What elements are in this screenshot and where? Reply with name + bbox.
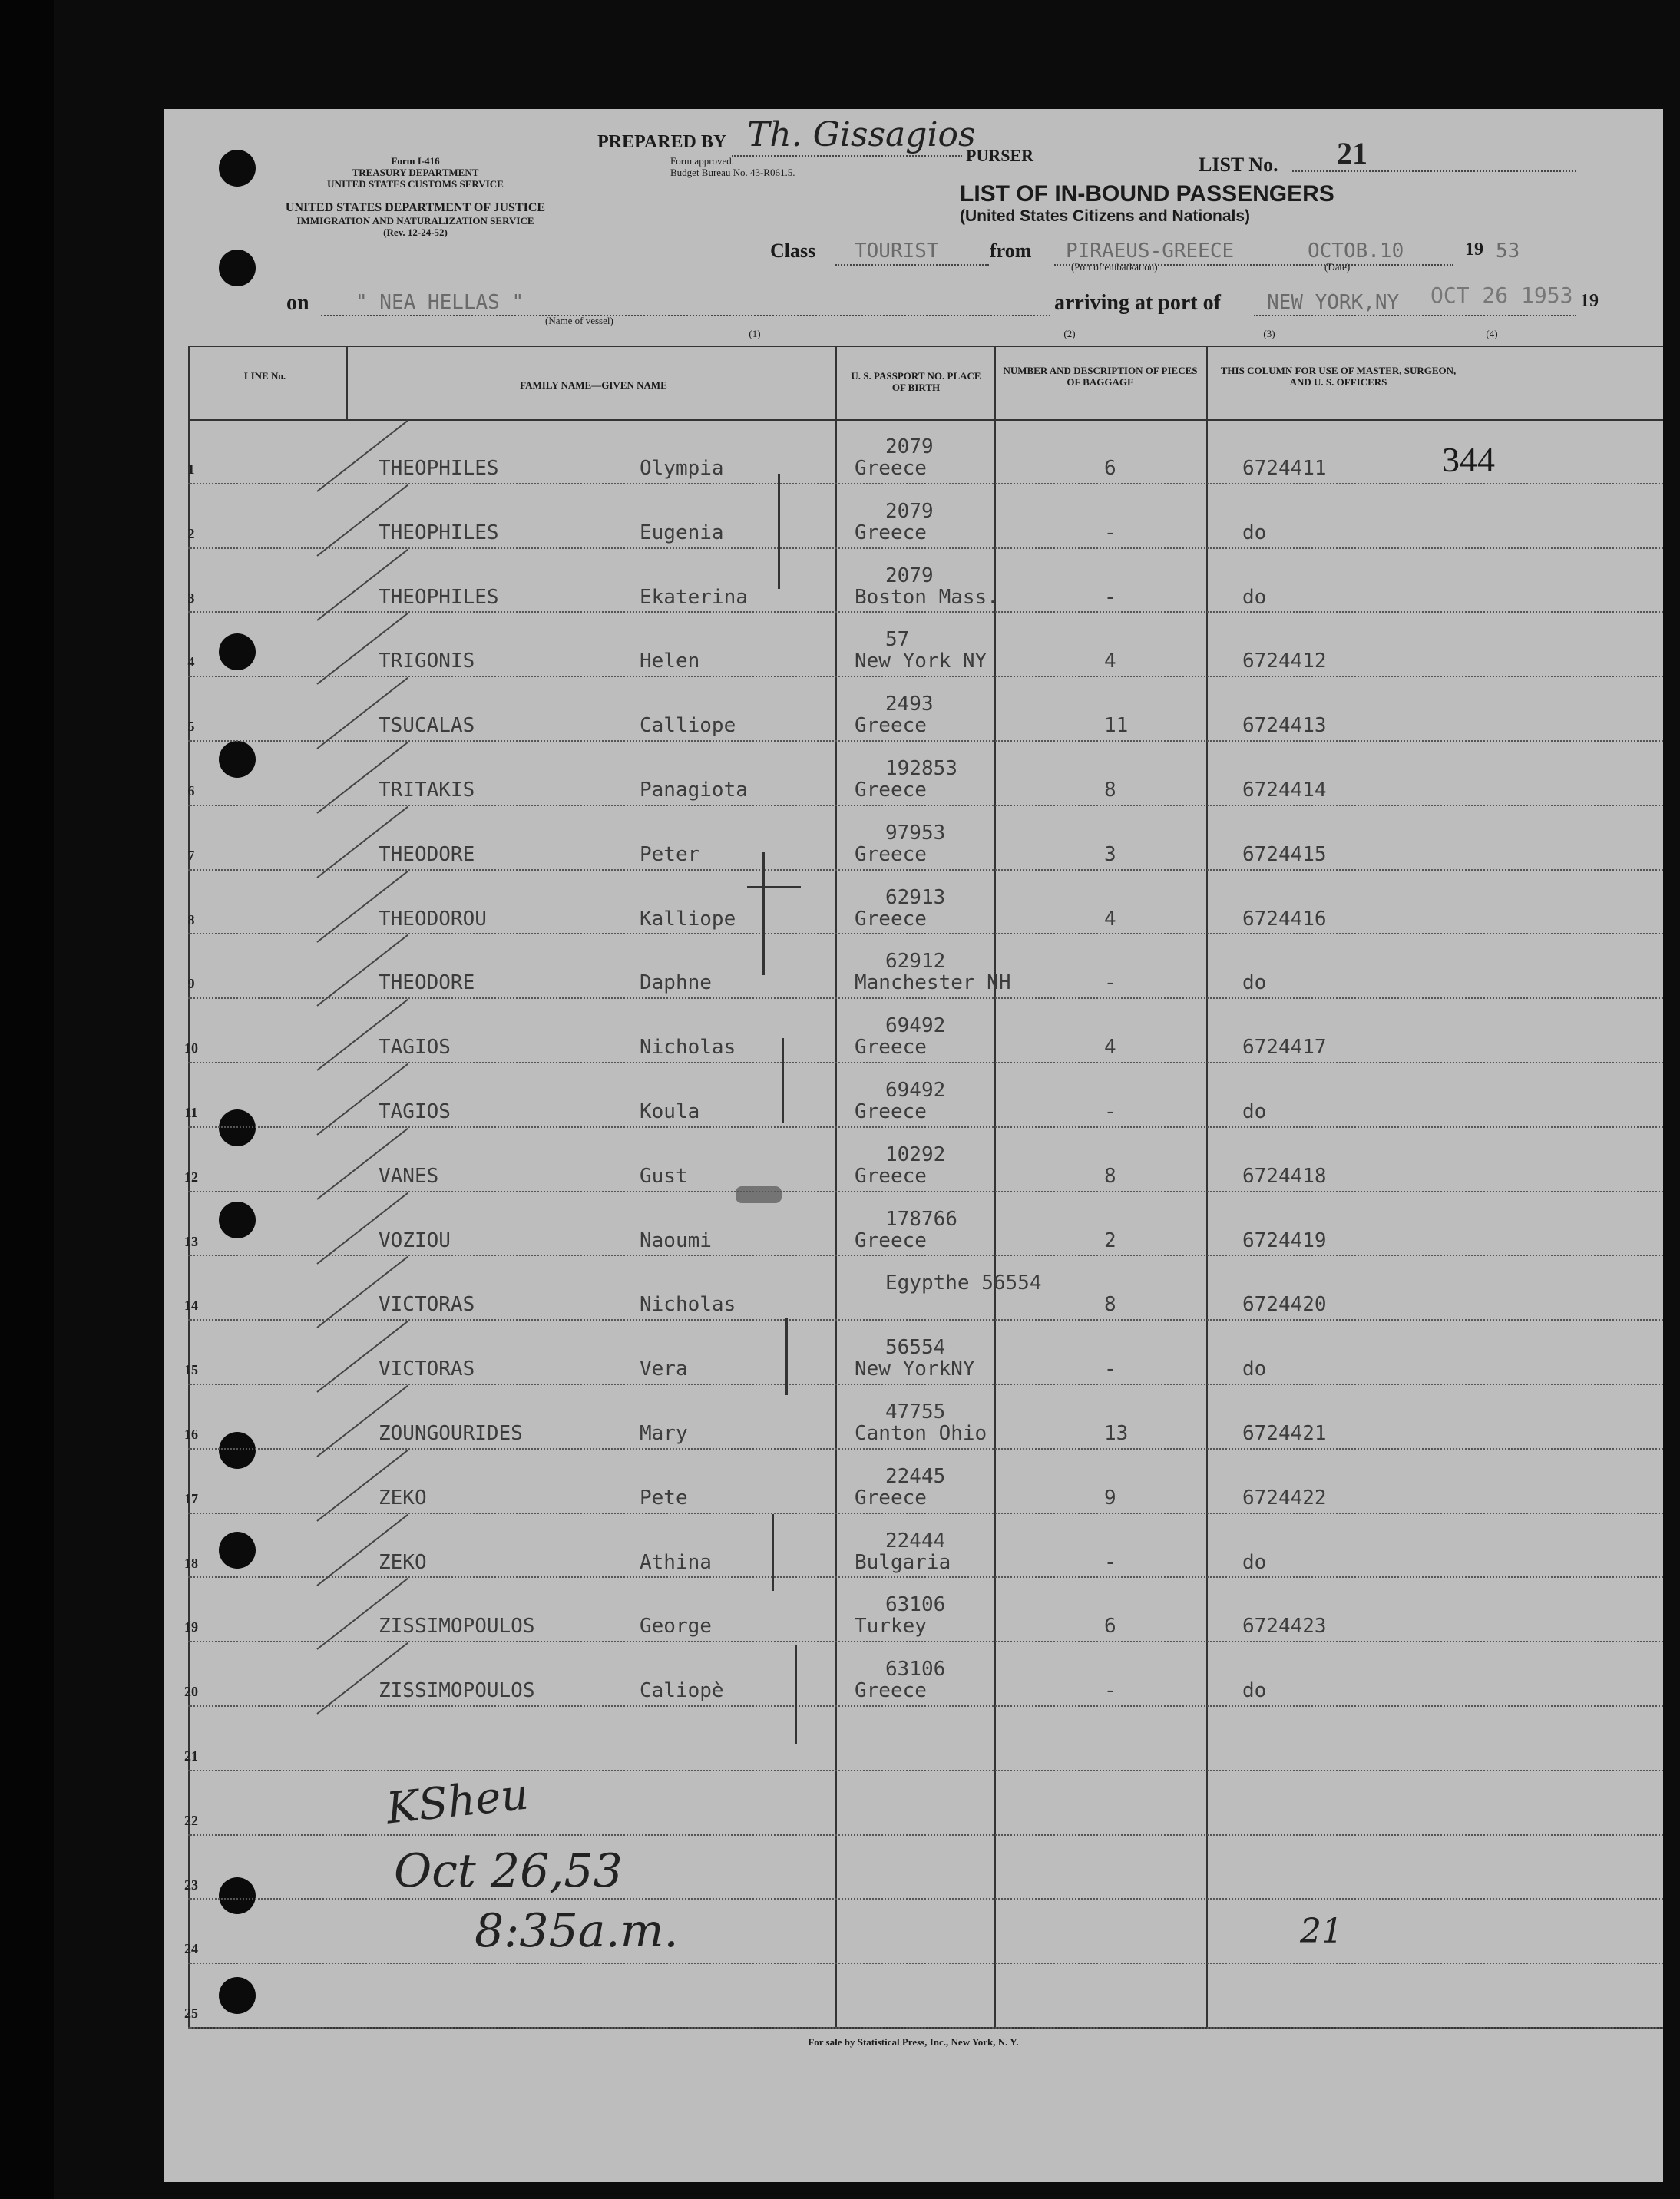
revision-label: (Rev. 12-24-52) (383, 227, 448, 238)
handwritten-count: 21 (1300, 1912, 1343, 1951)
baggage-count: - (1104, 1550, 1116, 1574)
given-name: Nicholas (640, 1293, 736, 1317)
header-passport: U. S. PASSPORT NO. PLACE OF BIRTH (851, 370, 981, 393)
baggage-count: 13 (1104, 1422, 1129, 1445)
passport-number: 47755 (885, 1400, 946, 1424)
embarkation-date: OCTOB.10 (1308, 240, 1404, 263)
baggage-column-divider (1206, 346, 1208, 2027)
header-family-name: FAMILY NAME—GIVEN NAME (520, 379, 667, 391)
family-name: THEOPHILES (379, 521, 499, 544)
footer-printer: For sale by Statistical Press, Inc., New York, N. Y. (808, 2036, 1019, 2048)
row-dotted-line (188, 1255, 1663, 1256)
row-dotted-line (188, 547, 1663, 549)
officer-note: 6724414 (1242, 779, 1327, 802)
film-margin (0, 0, 54, 2199)
passport-number: 97953 (885, 821, 946, 845)
place-of-birth: Greece (855, 842, 927, 866)
passport-number: 69492 (885, 1014, 946, 1038)
check-mark (316, 1128, 408, 1200)
vessel-underline (321, 315, 1050, 316)
given-name: Gust (640, 1164, 688, 1188)
family-name: VICTORAS (379, 1357, 475, 1381)
line-number: 2 (187, 525, 195, 541)
passport-number: 69492 (885, 1079, 946, 1102)
header-line-no: LINE No. (243, 370, 286, 382)
given-name: Eugenia (640, 521, 724, 544)
binder-hole (219, 633, 256, 670)
family-name: TRITAKIS (379, 779, 475, 802)
arrival-port: NEW YORK,NY (1267, 291, 1400, 314)
line-number: 25 (184, 2006, 198, 2022)
binder-hole (219, 1977, 256, 2014)
passport-number: 63106 (885, 1658, 946, 1681)
class-value: TOURIST (855, 240, 939, 263)
baggage-count: - (1104, 1100, 1116, 1123)
form-title: LIST OF IN-BOUND PASSENGERS (960, 181, 1334, 207)
row-dotted-line (188, 1770, 1663, 1771)
treasury-label: TREASURY DEPARTMENT (352, 167, 479, 178)
name-column-divider (835, 346, 837, 2027)
passport-number: 2493 (885, 693, 934, 716)
row-dotted-line (188, 1641, 1663, 1642)
given-name: Vera (640, 1357, 688, 1381)
given-name: Helen (640, 650, 700, 673)
binder-hole (219, 1532, 256, 1569)
inspector-signature: KSheu (384, 1769, 531, 1834)
binder-hole (219, 1109, 256, 1146)
baggage-count: 2 (1104, 1228, 1116, 1252)
baggage-count: 4 (1104, 1036, 1116, 1060)
given-name: Ekaterina (640, 585, 748, 609)
ins-label: IMMIGRATION AND NATURALIZATION SERVICE (296, 215, 534, 227)
prepared-by-label: PREPARED BY (597, 132, 727, 152)
family-name: TAGIOS (379, 1036, 451, 1060)
form-number: Form I-416 (391, 155, 440, 167)
given-name: Olympia (640, 457, 724, 480)
column-number: (3) (1263, 328, 1275, 339)
given-name: Caliopè (640, 1679, 724, 1703)
row-dotted-line (188, 1319, 1663, 1321)
place-of-birth: Bulgaria (855, 1550, 951, 1574)
table-header-border (188, 419, 1663, 421)
inspection-date: Oct 26,53 (394, 1844, 623, 1898)
customs-label: UNITED STATES CUSTOMS SERVICE (327, 178, 504, 190)
officer-note: do (1242, 971, 1267, 995)
passport-number: 56554 (885, 1336, 946, 1360)
given-name: Naoumi (640, 1228, 712, 1252)
year-value: 53 (1496, 240, 1520, 263)
year-prefix: 19 (1465, 240, 1483, 260)
row-dotted-line (188, 611, 1663, 613)
family-name: TAGIOS (379, 1100, 451, 1123)
officer-note: 6724423 (1242, 1615, 1327, 1639)
family-name: ZEKO (379, 1550, 427, 1574)
approval-label: Form approved. (670, 155, 735, 167)
line-number: 3 (187, 590, 195, 606)
place-of-birth: Turkey (855, 1615, 927, 1639)
officer-note: 6724418 (1242, 1164, 1327, 1188)
form-subtitle: (United States Citizens and Nationals) (960, 207, 1251, 225)
line-number: 11 (184, 1105, 198, 1120)
passport-number: 57 (885, 628, 910, 652)
place-of-birth: Greece (855, 1679, 927, 1703)
baggage-count: 8 (1104, 1293, 1116, 1317)
port-caption: (Port of embarkation) (1071, 261, 1158, 273)
family-group-mark (785, 1318, 788, 1395)
date-caption: (Date) (1324, 261, 1351, 273)
list-number-value: 21 (1337, 136, 1367, 170)
place-of-birth: Greece (855, 1228, 927, 1252)
row-dotted-line (188, 1576, 1663, 1578)
baggage-count: - (1104, 971, 1116, 995)
line-number: 21 (184, 1748, 198, 1764)
list-number-underline (1292, 170, 1576, 172)
line-number: 14 (184, 1298, 198, 1314)
purser-label: PURSER (966, 146, 1034, 165)
family-group-mark (762, 852, 765, 975)
family-name: THEODORE (379, 971, 475, 995)
line-number: 8 (187, 911, 195, 928)
line-number: 13 (184, 1233, 198, 1249)
on-label: on (286, 291, 309, 315)
row-dotted-line (188, 1963, 1663, 1964)
check-mark (316, 934, 408, 1007)
check-mark (316, 806, 408, 878)
officer-note: 6724412 (1242, 650, 1327, 673)
check-mark (316, 870, 408, 942)
inspection-time: 8:35a.m. (475, 1904, 679, 1958)
column-number: (2) (1063, 328, 1076, 339)
arriving-label: arriving at port of (1054, 291, 1221, 315)
ink-smudge (736, 1186, 782, 1203)
passport-number: 63106 (885, 1593, 946, 1617)
passport-number: 62913 (885, 885, 946, 909)
given-name: Koula (640, 1100, 700, 1123)
place-of-birth: Greece (855, 1036, 927, 1060)
row-dotted-line (188, 1513, 1663, 1514)
row-dotted-line (188, 1126, 1663, 1128)
family-name: TRIGONIS (379, 650, 475, 673)
given-name: Panagiota (640, 779, 748, 802)
passport-number: 2079 (885, 499, 934, 523)
officer-note: do (1242, 1100, 1267, 1123)
place-of-birth: Greece (855, 521, 927, 544)
officer-note: 6724422 (1242, 1486, 1327, 1510)
table-top-border (188, 346, 1663, 347)
line-number: 6 (187, 783, 195, 799)
family-name: THEOPHILES (379, 457, 499, 480)
header-officers: THIS COLUMN FOR USE OF MASTER, SURGEON, AND U. S. OFFICERS (1220, 365, 1457, 388)
class-label: Class (770, 240, 816, 262)
family-name: ZISSIMOPOULOS (379, 1679, 535, 1703)
line-number: 20 (184, 1684, 198, 1700)
check-mark (316, 677, 408, 749)
check-mark (316, 1385, 408, 1457)
baggage-count: - (1104, 585, 1116, 609)
row-dotted-line (188, 1834, 1663, 1836)
officer-note: do (1242, 1550, 1267, 1574)
line-no-divider (346, 346, 348, 419)
list-number-label: LIST No. (1199, 154, 1278, 176)
place-of-birth: Canton Ohio (855, 1422, 987, 1445)
port-of-embarkation: PIRAEUS-GREECE (1066, 240, 1235, 263)
line-number: 15 (184, 1362, 198, 1378)
line-number: 24 (184, 1941, 198, 1957)
passport-number: 10292 (885, 1142, 946, 1166)
line-number: 1 (187, 461, 195, 477)
family-name: VOZIOU (379, 1228, 451, 1252)
check-mark (316, 1063, 408, 1136)
check-mark (316, 1513, 408, 1586)
row-dotted-line (188, 869, 1663, 871)
baggage-count: 9 (1104, 1486, 1116, 1510)
family-group-mark (778, 474, 780, 589)
place-of-birth: Boston Mass. (855, 585, 999, 609)
place-of-birth: Greece (855, 907, 927, 931)
line-number: 19 (184, 1619, 198, 1635)
line-number: 12 (184, 1169, 198, 1185)
given-name: George (640, 1615, 712, 1639)
family-name: ZISSIMOPOULOS (379, 1615, 535, 1639)
column-number: (1) (749, 328, 761, 339)
baggage-count: 8 (1104, 779, 1116, 802)
row-dotted-line (188, 483, 1663, 484)
place-of-birth: Greece (855, 1486, 927, 1510)
passport-number: 22445 (885, 1464, 946, 1488)
family-group-mark (772, 1514, 774, 1591)
passport-number: 2079 (885, 435, 934, 458)
place-of-birth: Manchester NH (855, 971, 1011, 995)
vessel-caption: (Name of vessel) (545, 315, 613, 326)
line-number: 7 (187, 847, 195, 863)
header-baggage: NUMBER AND DESCRIPTION OF PIECES OF BAGGAGE (1003, 365, 1198, 388)
line-number: 10 (184, 1040, 198, 1057)
class-underline (835, 264, 989, 266)
passenger-list-form (164, 109, 1663, 2182)
check-mark (316, 1578, 408, 1650)
justice-label: UNITED STATES DEPARTMENT OF JUSTICE (285, 201, 546, 214)
row-dotted-line (188, 933, 1663, 934)
line-number: 5 (187, 719, 195, 735)
vessel-name: " NEA HELLAS " (356, 291, 524, 314)
family-name: THEOPHILES (379, 585, 499, 609)
passport-number: 22444 (885, 1529, 946, 1553)
place-of-birth: Greece (855, 714, 927, 738)
family-name: ZOUNGOURIDES (379, 1422, 523, 1445)
family-name: THEODOROU (379, 907, 487, 931)
binder-hole (219, 1202, 256, 1238)
given-name: Calliope (640, 714, 736, 738)
baggage-count: 11 (1104, 714, 1129, 738)
passport-number: 192853 (885, 757, 957, 780)
check-mark (316, 613, 408, 685)
given-name: Mary (640, 1422, 688, 1445)
baggage-count: 8 (1104, 1164, 1116, 1188)
officer-note: 6724419 (1242, 1228, 1327, 1252)
binder-hole (219, 150, 256, 187)
officer-note: 6724411 (1242, 457, 1327, 480)
row-dotted-line (188, 997, 1663, 999)
line-number: 22 (184, 1812, 198, 1828)
family-name: ZEKO (379, 1486, 427, 1510)
line-number: 16 (184, 1427, 198, 1442)
given-name: Kalliope (640, 907, 736, 931)
check-mark (316, 548, 408, 620)
check-mark (316, 1642, 408, 1715)
given-name: Peter (640, 842, 700, 866)
officer-note: 6724420 (1242, 1293, 1327, 1317)
family-name: TSUCALAS (379, 714, 475, 738)
baggage-count: - (1104, 1357, 1116, 1381)
baggage-count: 6 (1104, 1615, 1116, 1639)
row-dotted-line (188, 1062, 1663, 1063)
place-of-birth: New York NY (855, 650, 987, 673)
preparer-signature: Th. Gissagios (747, 115, 976, 154)
row-dotted-line (188, 1191, 1663, 1192)
officer-note: 6724415 (1242, 842, 1327, 866)
family-name: VICTORAS (379, 1293, 475, 1317)
officer-note: do (1242, 585, 1267, 609)
stamp-number: 344 (1442, 440, 1495, 479)
given-name: Athina (640, 1550, 712, 1574)
line-number: 23 (184, 1877, 198, 1893)
row-dotted-line (188, 676, 1663, 677)
officer-note: 6724413 (1242, 714, 1327, 738)
baggage-count: 3 (1104, 842, 1116, 866)
officer-note: do (1242, 1357, 1267, 1381)
place-of-birth: Greece (855, 779, 927, 802)
family-group-mark (795, 1645, 797, 1744)
row-dotted-line (188, 1448, 1663, 1450)
officer-note: 6724421 (1242, 1422, 1327, 1445)
check-mark (316, 1192, 408, 1264)
check-mark (316, 1321, 408, 1393)
row-dotted-line (188, 1705, 1663, 1707)
officer-note: do (1242, 521, 1267, 544)
row-dotted-line (188, 805, 1663, 806)
from-label: from (990, 240, 1032, 262)
budget-label: Budget Bureau No. 43-R061.5. (670, 167, 795, 178)
baggage-count: 4 (1104, 650, 1116, 673)
check-mark (316, 484, 408, 557)
binder-hole (219, 741, 256, 778)
check-mark (316, 420, 408, 492)
place-of-birth: Greece (855, 457, 927, 480)
row-dotted-line (188, 1384, 1663, 1385)
place-of-birth: Greece (855, 1100, 927, 1123)
given-name: Pete (640, 1486, 688, 1510)
baggage-count: - (1104, 521, 1116, 544)
passport-number: 2079 (885, 564, 934, 587)
family-name: THEODORE (379, 842, 475, 866)
family-group-mark (782, 1038, 784, 1123)
row-dotted-line (188, 2027, 1663, 2029)
place-of-birth: Greece (855, 1164, 927, 1188)
baggage-count: 6 (1104, 457, 1116, 480)
given-name: Nicholas (640, 1036, 736, 1060)
row-dotted-line (188, 740, 1663, 742)
check-mark (316, 1450, 408, 1522)
passport-number: 178766 (885, 1207, 957, 1231)
preparer-underline (732, 155, 962, 157)
line-number: 4 (187, 654, 195, 670)
check-mark (316, 999, 408, 1071)
line-number: 17 (184, 1490, 198, 1506)
line-number: 18 (184, 1555, 198, 1571)
baggage-count: 4 (1104, 907, 1116, 931)
family-name: VANES (379, 1164, 439, 1188)
officer-note: 6724416 (1242, 907, 1327, 931)
passport-number: 62912 (885, 950, 946, 974)
arrival-year-prefix: 19 (1580, 291, 1599, 311)
officer-note: 6724417 (1242, 1036, 1327, 1060)
binder-hole (219, 1877, 256, 1914)
baggage-count: - (1104, 1679, 1116, 1703)
place-of-birth: New YorkNY (855, 1357, 975, 1381)
officer-note: do (1242, 1679, 1267, 1703)
given-name: Daphne (640, 971, 712, 995)
arrival-date-stamp: OCT 26 1953 (1430, 283, 1573, 308)
column-number: (4) (1486, 328, 1498, 339)
passport-number: Egypthe 56554 (885, 1271, 1042, 1295)
arrival-underline (1254, 315, 1576, 316)
check-mark (316, 742, 408, 814)
family-group-mark (747, 886, 801, 888)
line-number: 9 (187, 976, 195, 992)
binder-hole (219, 250, 256, 286)
binder-hole (219, 1432, 256, 1469)
check-mark (316, 1256, 408, 1328)
row-dotted-line (188, 1898, 1663, 1900)
